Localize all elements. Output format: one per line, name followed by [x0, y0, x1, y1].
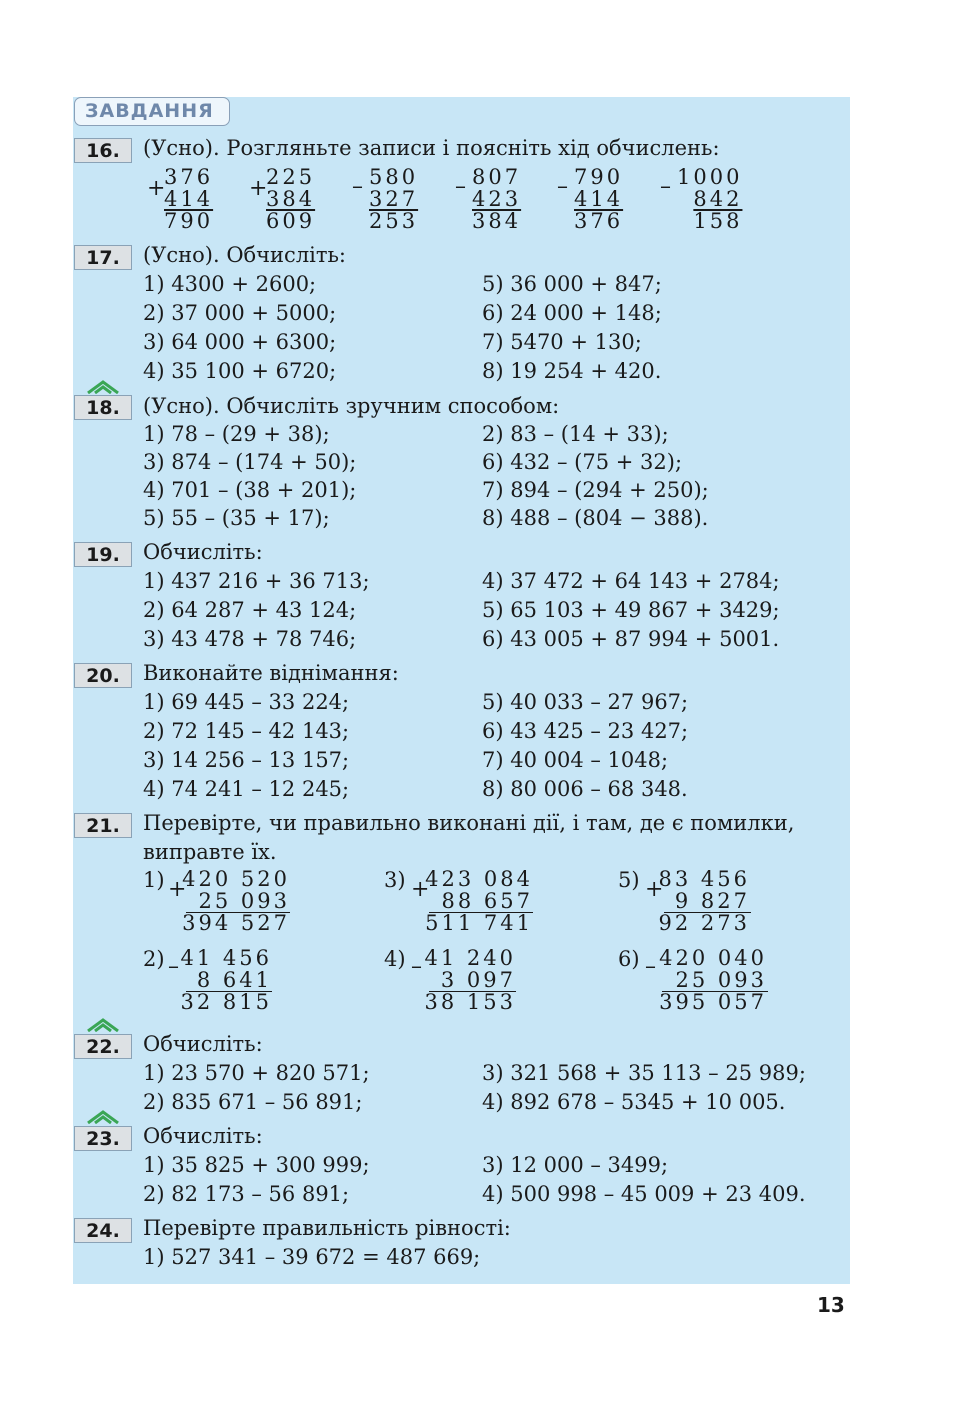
page-number: 13 [817, 1293, 845, 1317]
exercise-item: 3) 64 000 + 6300; [143, 330, 337, 354]
task-text: Обчисліть: [143, 1124, 263, 1148]
exercise-item: 6) 432 – (75 + 32); [482, 450, 683, 474]
task-text: (Усно). Розгляньте записи і поясніть хід обчислень: [143, 136, 720, 160]
task-number: 18. [74, 395, 132, 420]
exercise-item: 6) 43 005 + 87 994 + 5001. [482, 627, 780, 651]
exercise-item: 1) 78 – (29 + 38); [143, 422, 330, 446]
exercise-item: 4) 74 241 – 12 245; [143, 777, 350, 801]
exercise-item: 2) 37 000 + 5000; [143, 301, 337, 325]
exercise-item: 5) 65 103 + 49 867 + 3429; [482, 598, 780, 622]
task-number: 16. [74, 138, 132, 163]
task-text: Обчисліть: [143, 1032, 263, 1056]
task-text: Перевірте, чи правильно виконані дії, і там, де є помилки, [143, 811, 795, 835]
exercise-item: 1) 437 216 + 36 713; [143, 569, 370, 593]
task-text: (Усно). Обчисліть зручним способом: [143, 394, 560, 418]
task-text: (Усно). Обчисліть: [143, 243, 346, 267]
exercise-item: 4) 701 – (38 + 201); [143, 478, 357, 502]
task-number: 21. [74, 813, 132, 838]
exercise-item: 1) 69 445 – 33 224; [143, 690, 350, 714]
exercise-item: 5) 55 – (35 + 17); [143, 506, 330, 530]
exercise-item: 2) 64 287 + 43 124; [143, 598, 357, 622]
task-text: Перевірте правильність рівності: [143, 1216, 511, 1240]
task-number: 19. [74, 542, 132, 567]
exercise-item: 1) 35 825 + 300 999; [143, 1153, 370, 1177]
task-number: 17. [74, 245, 132, 270]
exercise-item: 7) 40 004 – 1048; [482, 748, 669, 772]
exercise-item: 2) 835 671 – 56 891; [143, 1090, 363, 1114]
task-text: Виконайте віднімання: [143, 661, 399, 685]
task-number: 24. [74, 1218, 132, 1243]
exercise-item: 3) 874 – (174 + 50); [143, 450, 357, 474]
exercise-item: 6) 43 425 – 23 427; [482, 719, 689, 743]
exercise-item: 6) 24 000 + 148; [482, 301, 662, 325]
exercise-item: 3) 14 256 – 13 157; [143, 748, 350, 772]
exercise-item: 4) 35 100 + 6720; [143, 359, 337, 383]
exercise-item: 4) 892 678 – 5345 + 10 005. [482, 1090, 786, 1114]
task-text-continued: виправте їх. [143, 840, 277, 864]
exercise-item: 2) 72 145 – 42 143; [143, 719, 350, 743]
exercise-item: 8) 80 006 – 68 348. [482, 777, 688, 801]
exercise-item: 5) 36 000 + 847; [482, 272, 662, 296]
exercise-item: 2) 83 – (14 + 33); [482, 422, 669, 446]
section-header: ЗАВДАННЯ [74, 97, 230, 126]
exercise-item: 7) 894 – (294 + 250); [482, 478, 709, 502]
exercise-item: 3) 12 000 – 3499; [482, 1153, 669, 1177]
home-task-icon [86, 380, 120, 394]
home-task-icon [86, 1018, 120, 1032]
home-task-icon [86, 1110, 120, 1124]
task-number: 23. [74, 1126, 132, 1151]
exercise-item: 1) 4300 + 2600; [143, 272, 317, 296]
exercise-item: 1) 23 570 + 820 571; [143, 1061, 370, 1085]
exercise-item: 8) 19 254 + 420. [482, 359, 662, 383]
exercise-item: 4) 500 998 – 45 009 + 23 409. [482, 1182, 806, 1206]
exercise-item: 3) 321 568 + 35 113 – 25 989; [482, 1061, 806, 1085]
exercise-item: 1) 527 341 – 39 672 = 487 669; [143, 1245, 481, 1269]
task-number: 22. [74, 1034, 132, 1059]
exercise-item: 7) 5470 + 130; [482, 330, 642, 354]
exercise-item: 5) 40 033 – 27 967; [482, 690, 689, 714]
exercise-item: 3) 43 478 + 78 746; [143, 627, 357, 651]
exercise-item: 2) 82 173 – 56 891; [143, 1182, 350, 1206]
task-number: 20. [74, 663, 132, 688]
exercise-item: 8) 488 – (804 − 388). [482, 506, 709, 530]
task-text: Обчисліть: [143, 540, 263, 564]
exercise-item: 4) 37 472 + 64 143 + 2784; [482, 569, 780, 593]
